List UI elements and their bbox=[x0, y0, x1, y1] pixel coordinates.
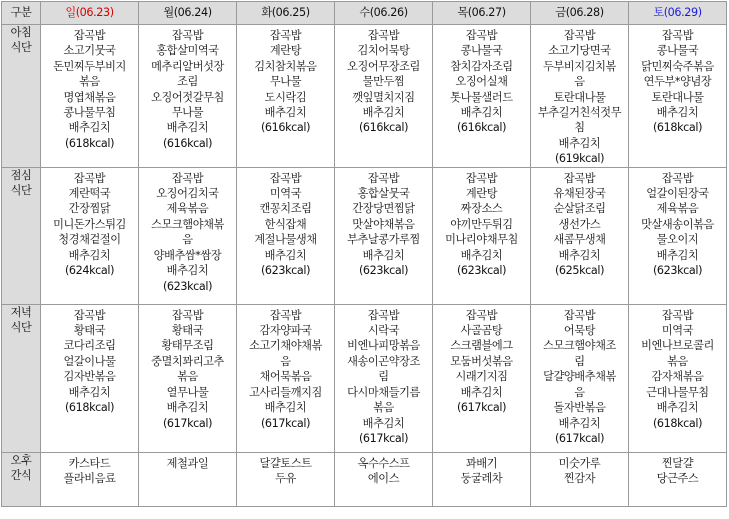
menu-item: 얼갈이나물 bbox=[63, 354, 116, 368]
meal-label-lunch bbox=[2, 167, 41, 304]
menu-item: 계란탕 bbox=[465, 187, 498, 201]
calorie-value: (616kcal) bbox=[358, 121, 409, 135]
menu-cell-snack-day2 bbox=[237, 452, 335, 506]
menu-item: 배추김치 bbox=[264, 248, 307, 262]
menu-item: 홍합살뭇국 bbox=[357, 187, 410, 201]
meal-rows bbox=[2, 25, 727, 507]
calorie-value: (618kcal) bbox=[64, 401, 115, 415]
menu-item: 배추김치 bbox=[656, 248, 699, 262]
menu-item: 잡곡밥 bbox=[171, 308, 204, 322]
menu-item: 도시락김 bbox=[264, 90, 307, 104]
calorie-value: (623kcal) bbox=[358, 264, 409, 278]
day-header-tue: 화(06.25) bbox=[237, 2, 335, 25]
menu-item: 닭민찌숙주볶음 bbox=[641, 59, 714, 73]
menu-cell-lunch-day1 bbox=[139, 167, 237, 304]
menu-item: 찐달걀 bbox=[661, 456, 694, 470]
menu-item: 스크램블에그 bbox=[450, 339, 513, 353]
menu-item: 새송이곤약장조 bbox=[347, 354, 420, 368]
menu-item: 오징어김치국 bbox=[156, 187, 219, 201]
menu-cell-breakfast-day0 bbox=[41, 25, 139, 168]
menu-item: 배추김치 bbox=[68, 385, 111, 399]
menu-item: 김자반볶음 bbox=[63, 370, 116, 384]
menu-item: 메추리알버섯장 bbox=[151, 59, 224, 73]
menu-cell-dinner-day2 bbox=[237, 304, 335, 452]
menu-item: 야끼만두튀김 bbox=[450, 217, 513, 231]
menu-item: 볶음 bbox=[373, 401, 394, 415]
category-header: 구분 bbox=[2, 2, 41, 25]
calorie-value: (616kcal) bbox=[260, 121, 311, 135]
menu-item: 조림 bbox=[177, 75, 198, 89]
menu-item: 배추김치 bbox=[264, 401, 307, 415]
meal-label-line: 식단 bbox=[10, 184, 32, 198]
menu-item: 명엽채볶음 bbox=[63, 90, 116, 104]
menu-item: 연두부*양념장 bbox=[643, 75, 712, 89]
menu-item: 제철과일 bbox=[166, 456, 209, 470]
menu-item: 계란탕 bbox=[269, 44, 302, 58]
menu-item: 플라비음료 bbox=[63, 472, 116, 486]
menu-item: 부추길거친석젓무 bbox=[537, 106, 622, 120]
menu-item: 황태국 bbox=[73, 324, 106, 338]
menu-item: 시래기지짐 bbox=[455, 370, 508, 384]
menu-item: 잡곡밥 bbox=[563, 29, 596, 42]
menu-cell-dinner-day6 bbox=[629, 304, 727, 452]
meal-label-dinner bbox=[2, 304, 41, 452]
menu-item: 배추김치 bbox=[558, 248, 601, 262]
menu-cell-snack-day5 bbox=[531, 452, 629, 506]
day-header-sat: 토(06.29) bbox=[629, 2, 727, 25]
menu-cell-lunch-day6 bbox=[629, 167, 727, 304]
menu-item: 계란떡국 bbox=[68, 187, 111, 201]
calorie-value: (619kcal) bbox=[554, 152, 605, 166]
menu-cell-breakfast-day6 bbox=[629, 25, 727, 168]
menu-item: 청경채겉절이 bbox=[58, 233, 121, 247]
day-header-sun: 일(06.23) bbox=[41, 2, 139, 25]
menu-item: 잡곡밥 bbox=[367, 171, 400, 185]
meal-label-line: 점심 bbox=[10, 168, 32, 182]
menu-cell-snack-day1 bbox=[139, 452, 237, 506]
calorie-value: (625kcal) bbox=[554, 264, 605, 278]
menu-item: 잡곡밥 bbox=[73, 29, 106, 42]
menu-item: 미숫가루 bbox=[558, 456, 601, 470]
menu-item: 잡곡밥 bbox=[563, 308, 596, 322]
menu-item: 소고기당면국 bbox=[548, 44, 611, 58]
calorie-value: (623kcal) bbox=[652, 264, 703, 278]
menu-item: 코다리조림 bbox=[63, 339, 116, 353]
calorie-value: (617kcal) bbox=[358, 431, 409, 445]
menu-item: 시락국 bbox=[367, 324, 400, 338]
menu-item: 배추김치 bbox=[166, 264, 209, 278]
menu-item: 돈민찌두부비지 bbox=[53, 59, 126, 73]
menu-item: 림 bbox=[574, 354, 585, 368]
menu-item: 짜장소스 bbox=[460, 202, 503, 216]
menu-item: 음 bbox=[574, 75, 585, 89]
menu-item: 두유 bbox=[275, 472, 296, 486]
menu-cell-breakfast-day5 bbox=[531, 25, 629, 168]
menu-item: 둥굴레차 bbox=[460, 472, 503, 486]
calorie-value: (624kcal) bbox=[64, 264, 115, 278]
menu-item: 당근주스 bbox=[656, 472, 699, 486]
menu-item: 간장당면찜닭 bbox=[352, 202, 415, 216]
menu-item: 어묵탕 bbox=[563, 324, 596, 338]
meal-row-dinner bbox=[2, 304, 727, 452]
menu-item: 달걀토스트 bbox=[259, 456, 312, 470]
menu-item: 잡곡밥 bbox=[367, 308, 400, 322]
menu-item: 오징어실채 bbox=[455, 75, 508, 89]
menu-item: 배추김치 bbox=[166, 121, 209, 135]
menu-item: 배추김치 bbox=[656, 401, 699, 415]
menu-item: 음 bbox=[280, 354, 291, 368]
menu-item: 잡곡밥 bbox=[661, 171, 694, 185]
menu-item: 잡곡밥 bbox=[661, 308, 694, 322]
menu-item: 배추김치 bbox=[460, 106, 503, 120]
calorie-value: (623kcal) bbox=[456, 264, 507, 278]
menu-item: 잡곡밥 bbox=[465, 308, 498, 322]
menu-item: 꽈배기 bbox=[465, 456, 498, 470]
menu-item: 잡곡밥 bbox=[367, 29, 400, 42]
header-row bbox=[2, 2, 727, 25]
calorie-value: (618kcal) bbox=[652, 121, 703, 135]
menu-item: 모둠버섯볶음 bbox=[450, 354, 513, 368]
menu-item: 배추김치 bbox=[362, 416, 405, 430]
menu-item: 새콤무생채 bbox=[553, 233, 606, 247]
menu-cell-breakfast-day3 bbox=[335, 25, 433, 168]
calorie-value: (616kcal) bbox=[456, 121, 507, 135]
menu-item: 계절나물생채 bbox=[254, 233, 317, 247]
menu-item: 스모크햄야채볶 bbox=[151, 217, 224, 231]
menu-item: 배추김치 bbox=[460, 248, 503, 262]
menu-item: 제육볶음 bbox=[166, 202, 209, 216]
menu-item: 비엔나피망볶음 bbox=[347, 339, 420, 353]
menu-item: 황태국 bbox=[171, 324, 204, 338]
menu-item: 잡곡밥 bbox=[465, 29, 498, 42]
menu-item: 소고기뭇국 bbox=[63, 44, 116, 58]
menu-item: 잡곡밥 bbox=[269, 29, 302, 42]
menu-item: 배추김치 bbox=[166, 401, 209, 415]
menu-item: 잡곡밥 bbox=[171, 171, 204, 185]
menu-item: 볶음 bbox=[79, 75, 100, 89]
menu-item: 홍합살미역국 bbox=[156, 44, 219, 58]
day-header-wed: 수(06.26) bbox=[335, 2, 433, 25]
menu-item: 간장찜닭 bbox=[68, 202, 111, 216]
menu-cell-snack-day4 bbox=[433, 452, 531, 506]
menu-item: 고사리들깨지짐 bbox=[249, 385, 322, 399]
menu-item: 배추김치 bbox=[362, 106, 405, 120]
menu-item: 배추김치 bbox=[656, 106, 699, 120]
menu-item: 미니돈가스튀김 bbox=[53, 217, 126, 231]
day-header-mon: 월(06.24) bbox=[139, 2, 237, 25]
menu-item: 배추김치 bbox=[264, 106, 307, 120]
menu-item: 황태무조림 bbox=[161, 339, 214, 353]
menu-cell-snack-day0 bbox=[41, 452, 139, 506]
menu-cell-dinner-day4 bbox=[433, 304, 531, 452]
menu-item: 톳나물샐러드 bbox=[450, 90, 513, 104]
menu-cell-breakfast-day1 bbox=[139, 25, 237, 168]
meal-label-line: 식단 bbox=[10, 41, 32, 55]
menu-item: 미역국 bbox=[661, 324, 694, 338]
menu-item: 음 bbox=[574, 385, 585, 399]
menu-item: 무나물 bbox=[171, 106, 204, 120]
menu-item: 볶음 bbox=[667, 354, 688, 368]
menu-item: 두부비지김치볶 bbox=[543, 59, 616, 73]
menu-item: 음 bbox=[182, 233, 193, 247]
calorie-value: (623kcal) bbox=[162, 279, 213, 293]
menu-item: 잡곡밥 bbox=[563, 171, 596, 185]
calorie-value: (623kcal) bbox=[260, 264, 311, 278]
weekly-meal-table bbox=[1, 1, 727, 507]
menu-item: 달걀양배추채볶 bbox=[543, 370, 616, 384]
menu-item: 물오이지 bbox=[656, 233, 699, 247]
menu-item: 감자양파국 bbox=[259, 324, 312, 338]
menu-item: 캔꽁치조림 bbox=[259, 202, 312, 216]
menu-cell-dinner-day5 bbox=[531, 304, 629, 452]
menu-cell-breakfast-day4 bbox=[433, 25, 531, 168]
calorie-value: (618kcal) bbox=[652, 416, 703, 430]
menu-item: 순살닭조림 bbox=[553, 202, 606, 216]
menu-item: 제육볶음 bbox=[656, 202, 699, 216]
menu-cell-lunch-day4 bbox=[433, 167, 531, 304]
menu-item: 에이스 bbox=[367, 472, 400, 486]
menu-item: 물만두찜 bbox=[362, 75, 405, 89]
day-header-fri: 금(06.28) bbox=[531, 2, 629, 25]
menu-item: 생선가스 bbox=[558, 217, 601, 231]
meal-label-snack bbox=[2, 452, 41, 506]
menu-cell-lunch-day3 bbox=[335, 167, 433, 304]
menu-item: 소고기채야채볶 bbox=[249, 339, 322, 353]
menu-item: 카스타드 bbox=[68, 456, 111, 470]
menu-item: 맛살야채볶음 bbox=[352, 217, 415, 231]
menu-item: 찐감자 bbox=[563, 472, 596, 486]
menu-item: 토란대나물 bbox=[651, 90, 704, 104]
menu-item: 잡곡밥 bbox=[73, 171, 106, 185]
menu-item: 배추김치 bbox=[558, 416, 601, 430]
menu-cell-lunch-day2 bbox=[237, 167, 335, 304]
menu-item: 침 bbox=[574, 121, 585, 135]
menu-item: 배추김치 bbox=[362, 248, 405, 262]
menu-item: 콩나물국 bbox=[460, 44, 503, 58]
menu-item: 잡곡밥 bbox=[269, 171, 302, 185]
menu-item: 잡곡밥 bbox=[171, 29, 204, 42]
menu-item: 사골곰탕 bbox=[460, 324, 503, 338]
menu-cell-snack-day6 bbox=[629, 452, 727, 506]
menu-item: 비엔나브로콜리 bbox=[641, 339, 714, 353]
menu-item: 무나물 bbox=[269, 75, 302, 89]
meal-row-snack bbox=[2, 452, 727, 506]
menu-item: 잡곡밥 bbox=[661, 29, 694, 42]
menu-item: 배추김치 bbox=[68, 248, 111, 262]
menu-item: 부추날콩가루찜 bbox=[347, 233, 420, 247]
menu-cell-snack-day3 bbox=[335, 452, 433, 506]
calorie-value: (617kcal) bbox=[456, 401, 507, 415]
menu-item: 근대나물무침 bbox=[646, 385, 709, 399]
menu-item: 배추김치 bbox=[460, 385, 503, 399]
meal-row-lunch bbox=[2, 167, 727, 304]
meal-row-breakfast bbox=[2, 25, 727, 168]
menu-item: 콩나물국 bbox=[656, 44, 699, 58]
menu-item: 얼갈이된장국 bbox=[646, 187, 709, 201]
menu-item: 양배추쌈*쌈장 bbox=[153, 248, 222, 262]
menu-cell-breakfast-day2 bbox=[237, 25, 335, 168]
menu-item: 배추김치 bbox=[558, 136, 601, 150]
meal-label-line: 아침 bbox=[10, 26, 32, 39]
menu-cell-lunch-day5 bbox=[531, 167, 629, 304]
menu-item: 맛살새송이볶음 bbox=[641, 217, 714, 231]
menu-item: 다시마채들기름 bbox=[347, 385, 420, 399]
menu-item: 오징어젓갈무침 bbox=[151, 90, 224, 104]
menu-item: 김치참치볶음 bbox=[254, 59, 317, 73]
menu-item: 잡곡밥 bbox=[269, 308, 302, 322]
menu-item: 스모크햄야채조 bbox=[543, 339, 616, 353]
menu-item: 유채된장국 bbox=[553, 187, 606, 201]
menu-item: 잡곡밥 bbox=[73, 308, 106, 322]
menu-item: 미역국 bbox=[269, 187, 302, 201]
meal-label-line: 오후 bbox=[10, 453, 32, 467]
menu-cell-dinner-day1 bbox=[139, 304, 237, 452]
menu-item: 미나리야채무침 bbox=[445, 233, 518, 247]
menu-item: 돌자반볶음 bbox=[553, 401, 606, 415]
menu-cell-dinner-day0 bbox=[41, 304, 139, 452]
menu-item: 림 bbox=[378, 370, 389, 384]
calorie-value: (618kcal) bbox=[64, 136, 115, 150]
menu-item: 잡곡밥 bbox=[465, 171, 498, 185]
calorie-value: (617kcal) bbox=[554, 431, 605, 445]
calorie-value: (617kcal) bbox=[162, 416, 213, 430]
menu-item: 참치감자조림 bbox=[450, 59, 513, 73]
menu-item: 토란대나물 bbox=[553, 90, 606, 104]
menu-item: 배추김치 bbox=[68, 121, 111, 135]
meal-label-line: 간식 bbox=[10, 469, 32, 483]
menu-item: 한식잡채 bbox=[264, 217, 307, 231]
menu-item: 오징어무장조림 bbox=[347, 59, 420, 73]
menu-item: 옥수수스프 bbox=[357, 456, 410, 470]
meal-label-line: 저녁 bbox=[10, 305, 32, 319]
menu-item: 열무나물 bbox=[166, 385, 209, 399]
menu-item: 깻잎멸치지짐 bbox=[352, 90, 415, 104]
menu-item: 김치어묵탕 bbox=[357, 44, 410, 58]
menu-item: 채어묵볶음 bbox=[259, 370, 312, 384]
menu-item: 콩나물무침 bbox=[63, 106, 116, 120]
meal-label-line: 식단 bbox=[10, 321, 32, 335]
calorie-value: (616kcal) bbox=[162, 136, 213, 150]
menu-item: 볶음 bbox=[177, 370, 198, 384]
calorie-value: (617kcal) bbox=[260, 416, 311, 430]
menu-cell-dinner-day3 bbox=[335, 304, 433, 452]
menu-item: 중멸치꽈리고추 bbox=[151, 354, 224, 368]
menu-item: 감자채볶음 bbox=[651, 370, 704, 384]
day-header-thu: 목(06.27) bbox=[433, 2, 531, 25]
menu-cell-lunch-day0 bbox=[41, 167, 139, 304]
meal-label-breakfast bbox=[2, 25, 41, 168]
